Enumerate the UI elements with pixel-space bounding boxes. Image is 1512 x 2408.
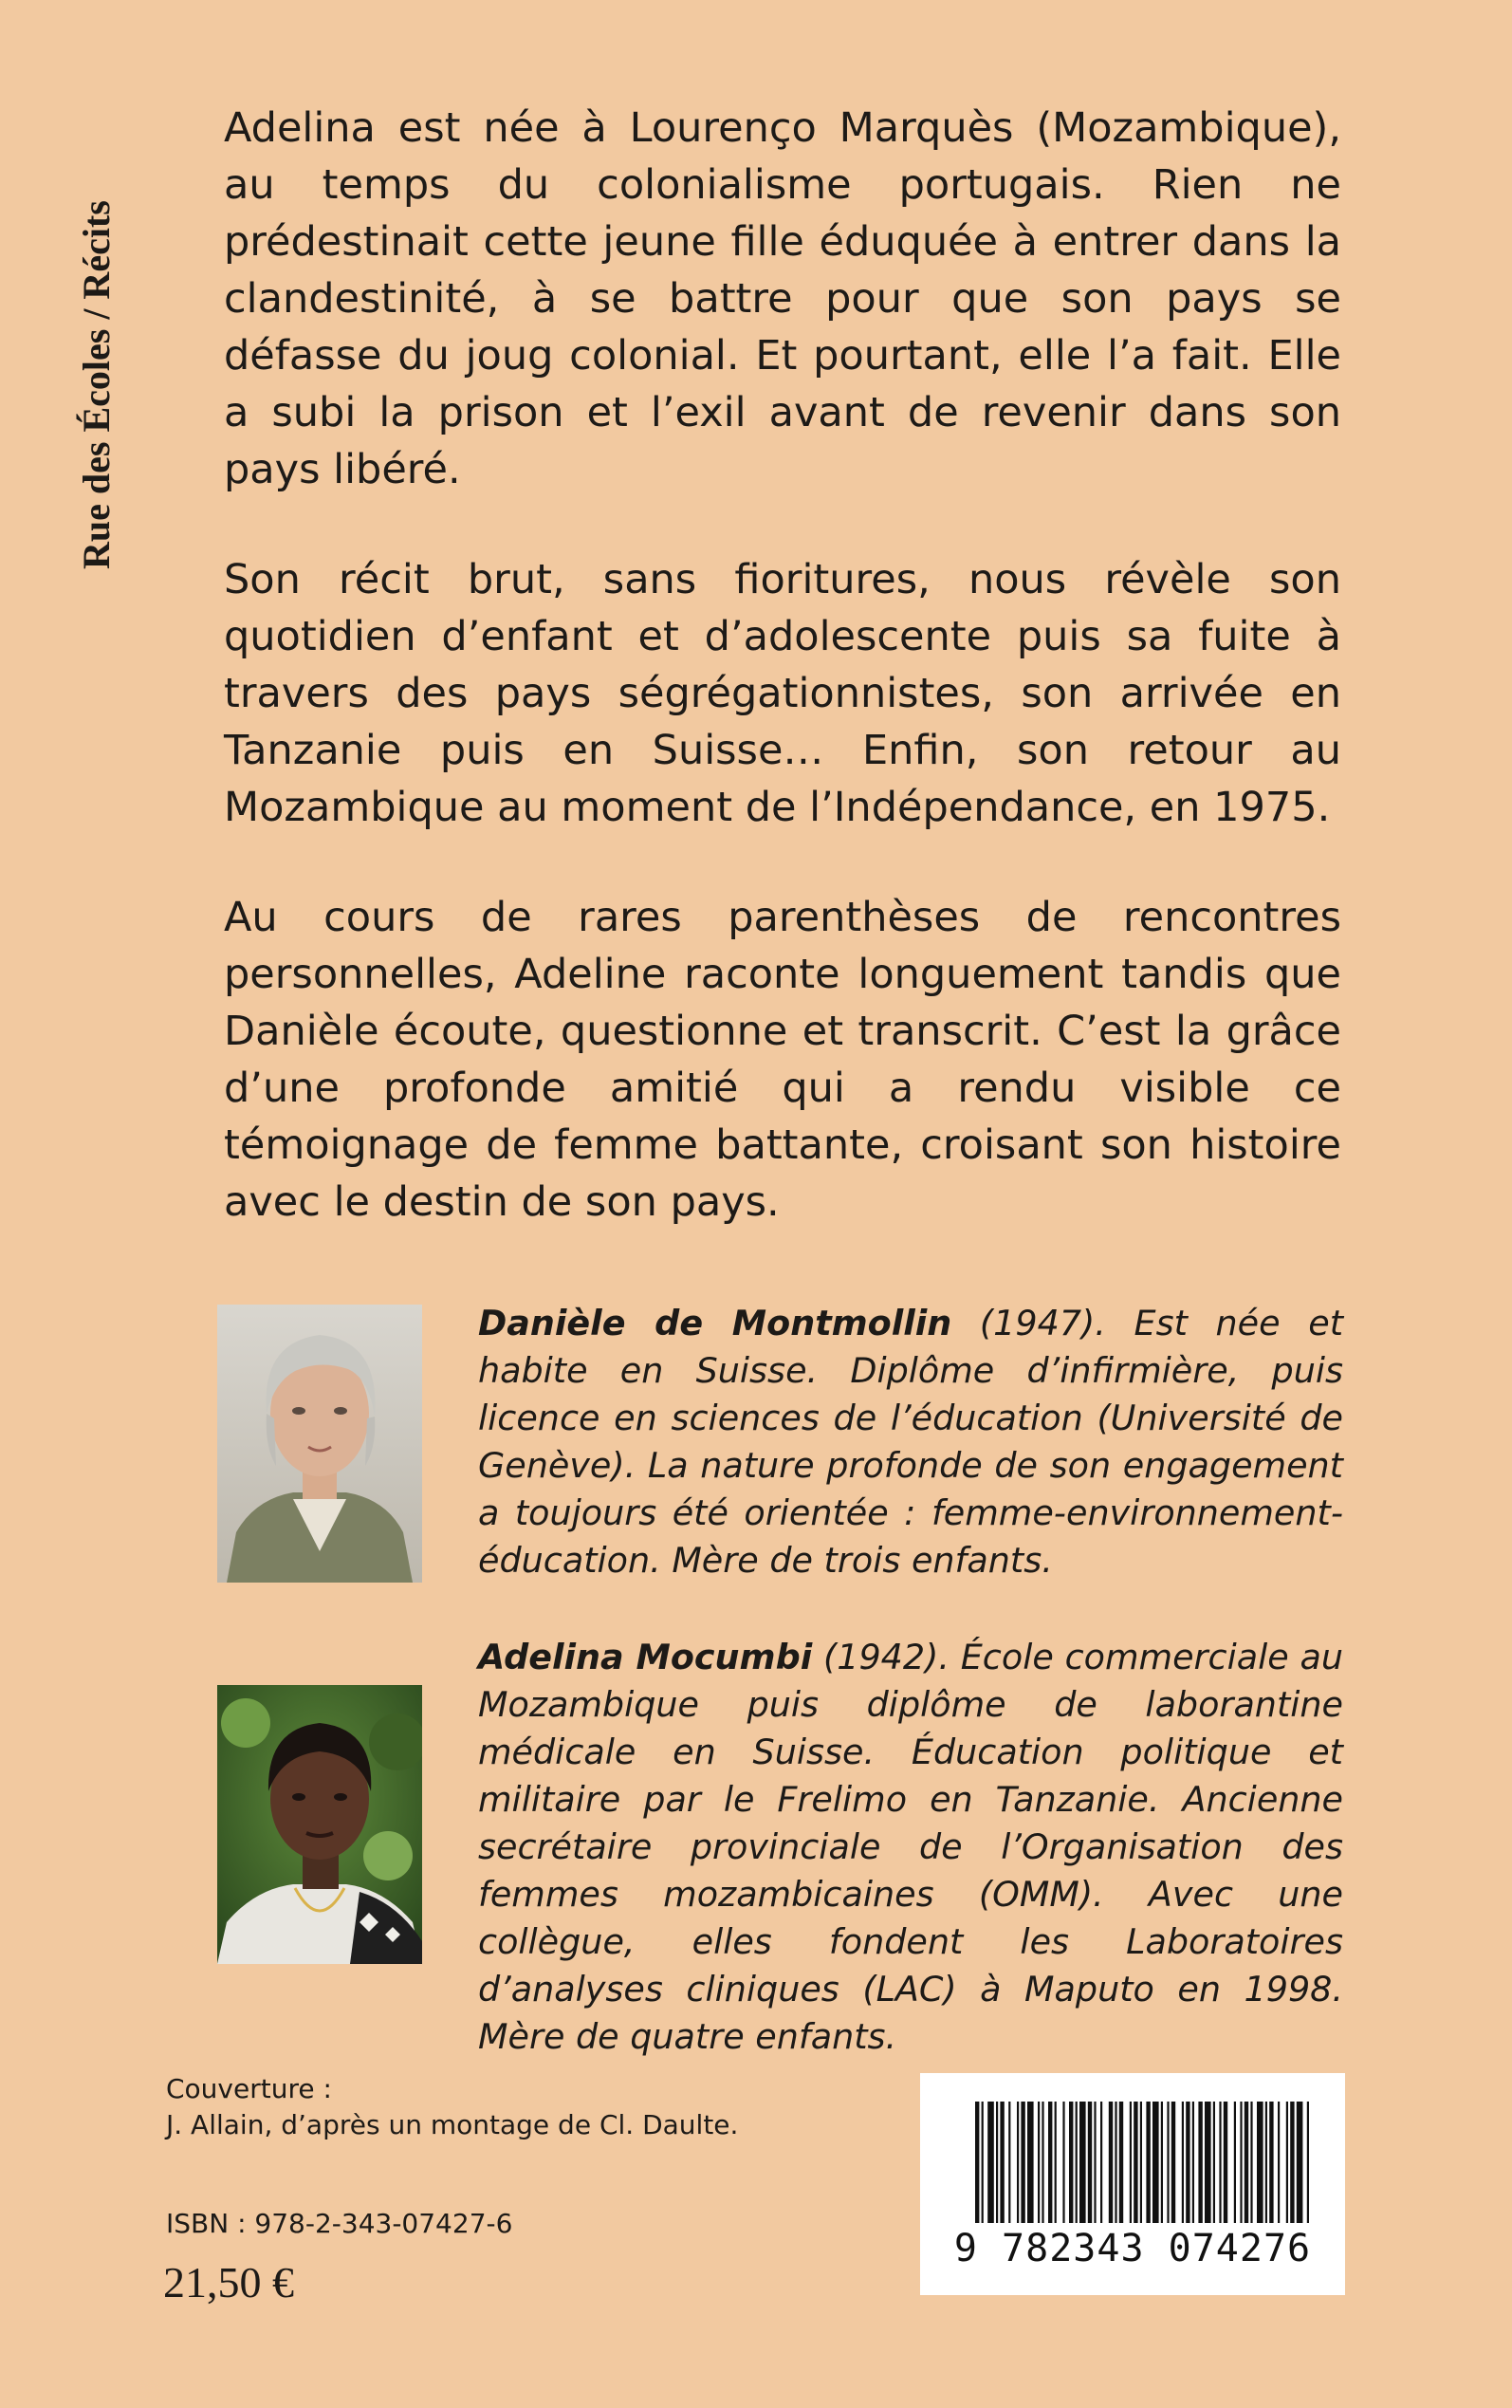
author-bio-montmollin (478, 1300, 1343, 1584)
barcode-bar (1100, 2102, 1102, 2223)
author-bio-mocumbi (478, 1634, 1343, 2061)
barcode-bar (1186, 2102, 1189, 2223)
barcode-bar (1021, 2102, 1024, 2223)
blurb-paragraph: Son récit brut, sans fioritures, nous révèle son quotidien d’enfant et d’adolescente puis sa fuite à travers des pays ségrégationnistes, son arrivée en Tanzanie puis en Suisse… Enfin, son retour au Mozambique au moment de l’Indépendance, en 1975. (224, 556, 1341, 831)
barcode-bar (1146, 2102, 1150, 2223)
barcode-bar (1134, 2102, 1137, 2223)
barcode-bar (1017, 2102, 1019, 2223)
barcode (920, 2073, 1345, 2295)
barcode-bar (1008, 2102, 1010, 2223)
barcode-bar (1062, 2102, 1064, 2223)
barcode-bar (1088, 2102, 1092, 2223)
barcode-bar (1076, 2102, 1078, 2223)
series-spine-title: Rue des Écoles / Récits (75, 200, 118, 569)
barcode-bar (1219, 2102, 1221, 2223)
barcode-bar (1286, 2102, 1288, 2223)
barcode-bar (982, 2102, 984, 2223)
barcode-bar (1171, 2102, 1175, 2223)
barcode-bar (1048, 2102, 1052, 2223)
barcode-bar (1278, 2102, 1280, 2223)
barcode-bar (1192, 2102, 1194, 2223)
barcode-bar (1167, 2102, 1169, 2223)
author-name: Danièle de Montmollin (478, 1303, 952, 1343)
cover-credit-label: Couverture : (166, 2073, 332, 2104)
blurb-paragraph: Au cours de rares parenthèses de rencontres personnelles, Adeline raconte longuement tandis que Danièle écoute, questionne et transcrit. C’est la grâce d’une profonde amitié qui a rendu visible ce témoignage de femme battante, croisant son histoire avec le destin de son pays. (224, 894, 1341, 1226)
cover-credit (166, 2071, 738, 2143)
barcode-bar (1140, 2102, 1142, 2223)
barcode-bar (1265, 2102, 1267, 2223)
barcode-bar (1182, 2102, 1184, 2223)
author-photo-montmollin (217, 1305, 422, 1583)
barcode-bar (1027, 2102, 1034, 2223)
author-bio-text: (1947). Est née et habite en Suisse. Diplôme d’infirmière, puis licence en sciences de l’éducation (Université de Genève). La nature profonde de son engagement a toujours été orientée : femme-environnement-éducation. Mère de trois enfants. (478, 1303, 1344, 1581)
barcode-bar (1213, 2102, 1215, 2223)
portrait-woman-garden-icon (217, 1685, 422, 1964)
barcode-bar (1269, 2102, 1273, 2223)
author-name: Adelina Mocumbi (478, 1637, 813, 1677)
cover-credit-text: J. Allain, d’après un montage de Cl. Daulte. (166, 2109, 739, 2140)
barcode-bar (1038, 2102, 1040, 2223)
isbn-line: ISBN : 978-2-343-07427-6 (166, 2208, 513, 2239)
barcode-bar (1119, 2102, 1123, 2223)
barcode-bar (1250, 2102, 1252, 2223)
barcode-bar (1290, 2102, 1294, 2223)
blurb-paragraph: Adelina est née à Lourenço Marquès (Mozambique), au temps du colonialisme portugais. Rien ne prédestinait cette jeune fille éduquée à entrer dans la clandestinité, à se battre pour que son pays se défasse du joug colonial. Et pourtant, elle l’a fait. Elle a subi la prison et l’exil avant de revenir dans son pays libéré. (224, 104, 1341, 493)
barcode-bar (1161, 2102, 1163, 2223)
barcode-bar (975, 2102, 979, 2223)
author-bio-text: (1942). École commerciale au Mozambique puis diplôme de laborantine médicale en Suisse. Éducation politique et militaire par le Frelimo en Tanzanie. Ancienne secrétaire provinciale de l’Organisation des femmes mozambicaines (OMM). Avec une collègue, elles fondent les Laboratoires d’analyses cliniques (LAC) à Maputo en 1998. Mère de quatre enfants. (478, 1637, 1343, 2057)
barcode-bar (1234, 2102, 1236, 2223)
barcode-bar (1240, 2102, 1242, 2223)
back-cover-blurb (224, 100, 1341, 1284)
barcode-bar (1152, 2102, 1159, 2223)
barcode-bar (1307, 2102, 1309, 2223)
author-photo-mocumbi (217, 1685, 422, 1964)
barcode-digits: 9 782343 074276 (953, 2227, 1312, 2270)
barcode-bar (1130, 2102, 1132, 2223)
barcode-bar (1079, 2102, 1086, 2223)
barcode-bar (1257, 2102, 1263, 2223)
barcode-bar (1198, 2102, 1202, 2223)
portrait-woman-grey-hair-icon (217, 1305, 422, 1583)
barcode-bar (1205, 2102, 1211, 2223)
barcode-bar (1069, 2102, 1073, 2223)
price-label: 21,50 € (163, 2258, 294, 2306)
barcode-bar (1094, 2102, 1096, 2223)
barcode-bar (1115, 2102, 1116, 2223)
barcode-bar (1245, 2102, 1248, 2223)
barcode-bar (1042, 2102, 1043, 2223)
barcode-bar (1000, 2102, 1004, 2223)
barcode-bar (996, 2102, 998, 2223)
barcode-bar (1224, 2102, 1227, 2223)
barcode-bar (1109, 2102, 1113, 2223)
barcode-bar (1297, 2102, 1303, 2223)
barcode-bar (987, 2102, 994, 2223)
barcode-bar (1055, 2102, 1057, 2223)
